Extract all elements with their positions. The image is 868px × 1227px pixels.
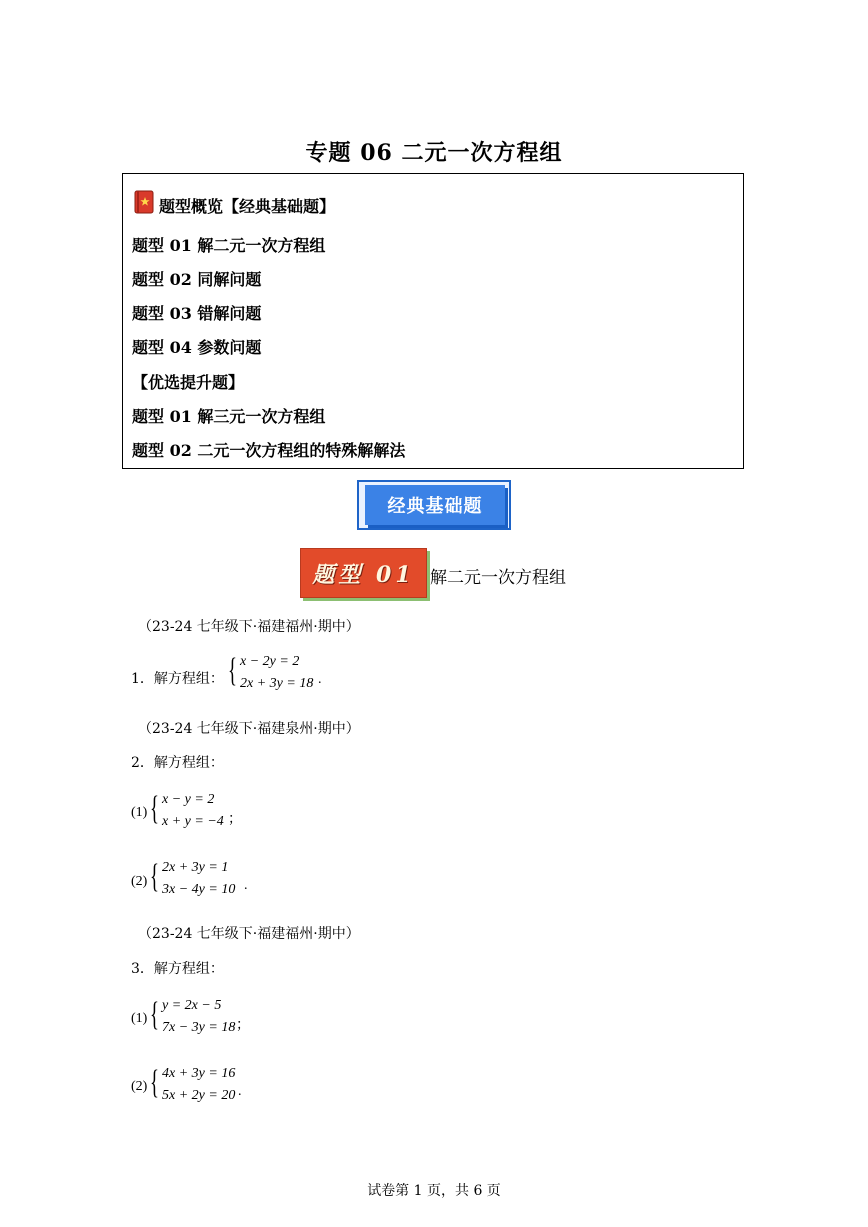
equation-system: { y = 2x − 5 7x − 3y = 18 ；: [150, 996, 250, 1035]
section-banner: [357, 480, 511, 530]
problem-prompt: 1．解方程组：: [131, 671, 224, 687]
type-badge: 题型 01: [300, 548, 427, 598]
equation: x − y = 2: [162, 792, 215, 807]
toc-item: 题型 03 错解问题: [132, 304, 262, 323]
equation: 4x + 3y = 16: [162, 1066, 236, 1081]
toc-item: 题型 04 参数问题: [132, 338, 262, 357]
page-footer: 试卷第 1 页，共 6 页: [367, 1183, 501, 1199]
toc-item: 题型 02 二元一次方程组的特殊解解法: [132, 441, 406, 460]
banner-label: 经典基础题: [365, 485, 505, 525]
subproblem-label: (2): [131, 1079, 148, 1094]
problem-source: （23-24 七年级下·福建福州·期中）: [138, 926, 360, 942]
overview-box: [122, 173, 744, 469]
equation-system: { 2x + 3y = 1 3x − 4y = 10 .: [150, 858, 248, 897]
equation: x − 2y = 2: [240, 654, 300, 669]
toc-item: 【优选提升题】: [132, 373, 245, 392]
equation-system: { x − 2y = 2 2x + 3y = 18 .: [228, 652, 322, 691]
equation: 2x + 3y = 18: [240, 676, 314, 691]
equation: x + y = −4: [162, 814, 224, 829]
subproblem-label: (2): [131, 874, 148, 889]
overview-header: 题型概览【经典基础题】: [159, 197, 336, 216]
equation: 7x − 3y = 18: [162, 1020, 236, 1035]
equation-system: { x − y = 2 x + y = −4 ；: [150, 790, 242, 829]
problem-source: （23-24 七年级下·福建福州·期中）: [138, 619, 360, 635]
equation: 5x + 2y = 20: [162, 1088, 236, 1103]
page-title: 专题 06 二元一次方程组: [305, 140, 563, 166]
subproblem-label: (1): [131, 1011, 148, 1026]
toc-item: 题型 01 解三元一次方程组: [132, 407, 326, 426]
equation: 2x + 3y = 1: [162, 860, 229, 875]
equation: y = 2x − 5: [162, 998, 222, 1013]
problem-source: （23-24 七年级下·福建泉州·期中）: [138, 721, 360, 737]
toc-item: 题型 01 解二元一次方程组: [132, 236, 326, 255]
toc-item: 题型 02 同解问题: [132, 270, 262, 289]
subproblem-label: (1): [131, 805, 148, 820]
problem-prompt: 3．解方程组：: [131, 961, 224, 977]
book-icon: [134, 190, 154, 214]
section-title: 解二元一次方程组: [430, 568, 566, 588]
equation: 3x − 4y = 10: [162, 882, 236, 897]
equation-system: { 4x + 3y = 16 5x + 2y = 20 .: [150, 1064, 242, 1103]
problem-prompt: 2．解方程组：: [131, 755, 224, 771]
